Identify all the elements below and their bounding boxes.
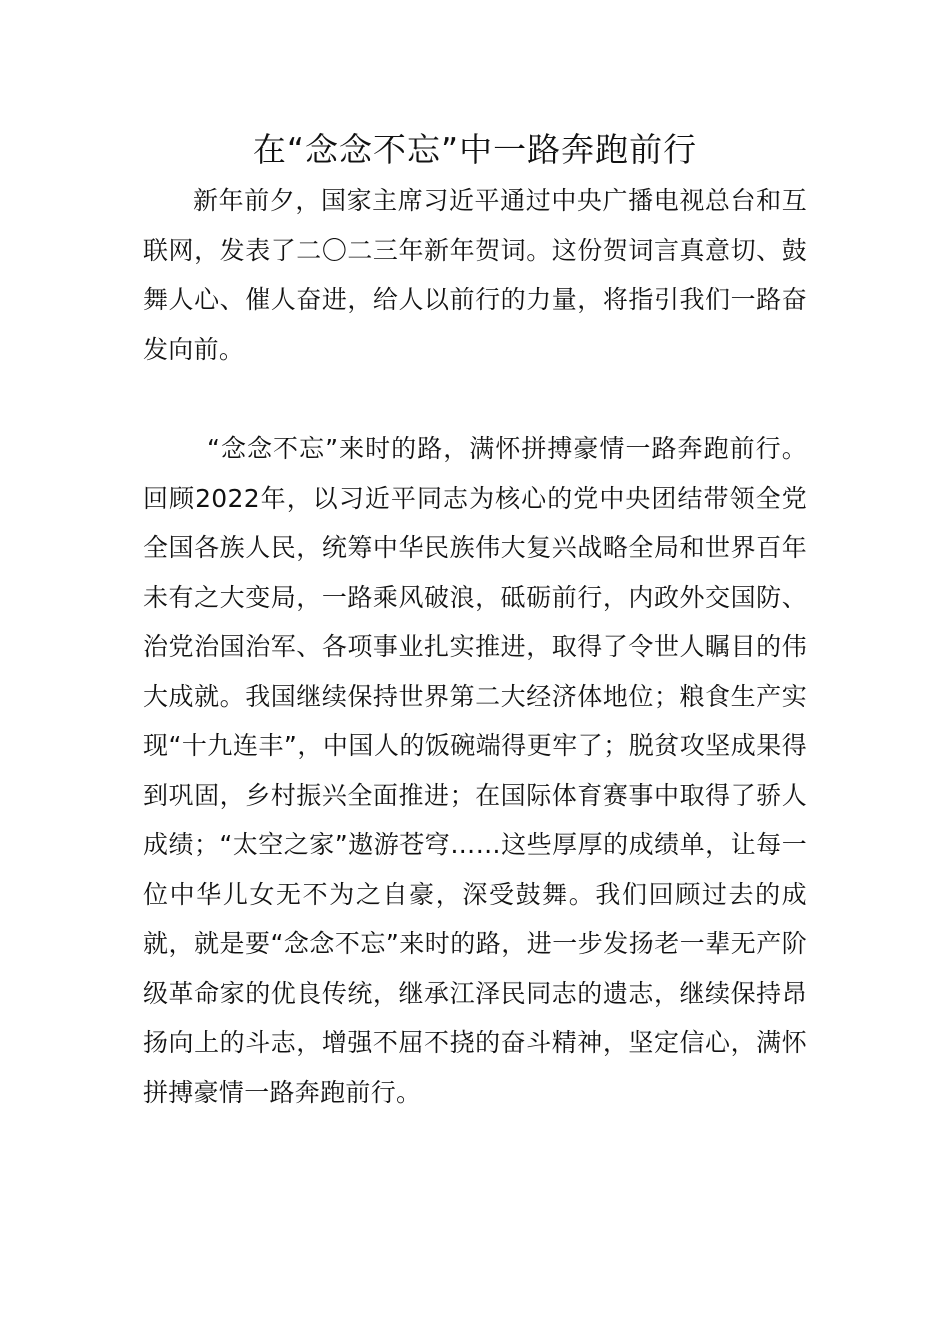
- paragraph-2: “念念不忘”来时的路，满怀拼搏豪情一路奔跑前行。回顾2022年，以习近平同志为核心的党中央团结带领全党全国各族人民，统筹中华民族伟大复兴战略全局和世界百年未有之大变局，一路乘风破浪，砥砺前行，内政外交国防、治党治国治军、各项事业扎实推进，取得了令世人瞩目的伟大成就。我国继续保持世界第二大经济体地位；粮食生产实现“十九连丰”，中国人的饭碗端得更牢了；脱贫攻坚成果得到巩固，乡村振兴全面推进；在国际体育赛事中取得了骄人成绩；“太空之家”遨游苍穹……这些厚厚的成绩单，让每一位中华儿女无不为之自豪，深受鼓舞。我们回顾过去的成就，就是要“念念不忘”来时的路，进一步发扬老一辈无产阶级革命家的优良传统，继承江泽民同志的遗志，继续保持昂扬向上的斗志，增强不屈不挠的奋斗精神，坚定信心，满怀拼搏豪情一路奔跑前行。: [143, 434, 807, 1107]
- paragraph-1: 新年前夕，国家主席习近平通过中央广播电视总台和互联网，发表了二〇二三年新年贺词。这份贺词言真意切、鼓舞人心、催人奋进，给人以前行的力量，将指引我们一路奋发向前。: [143, 186, 807, 364]
- document-title: 在“念念不忘”中一路奔跑前行: [252, 130, 698, 169]
